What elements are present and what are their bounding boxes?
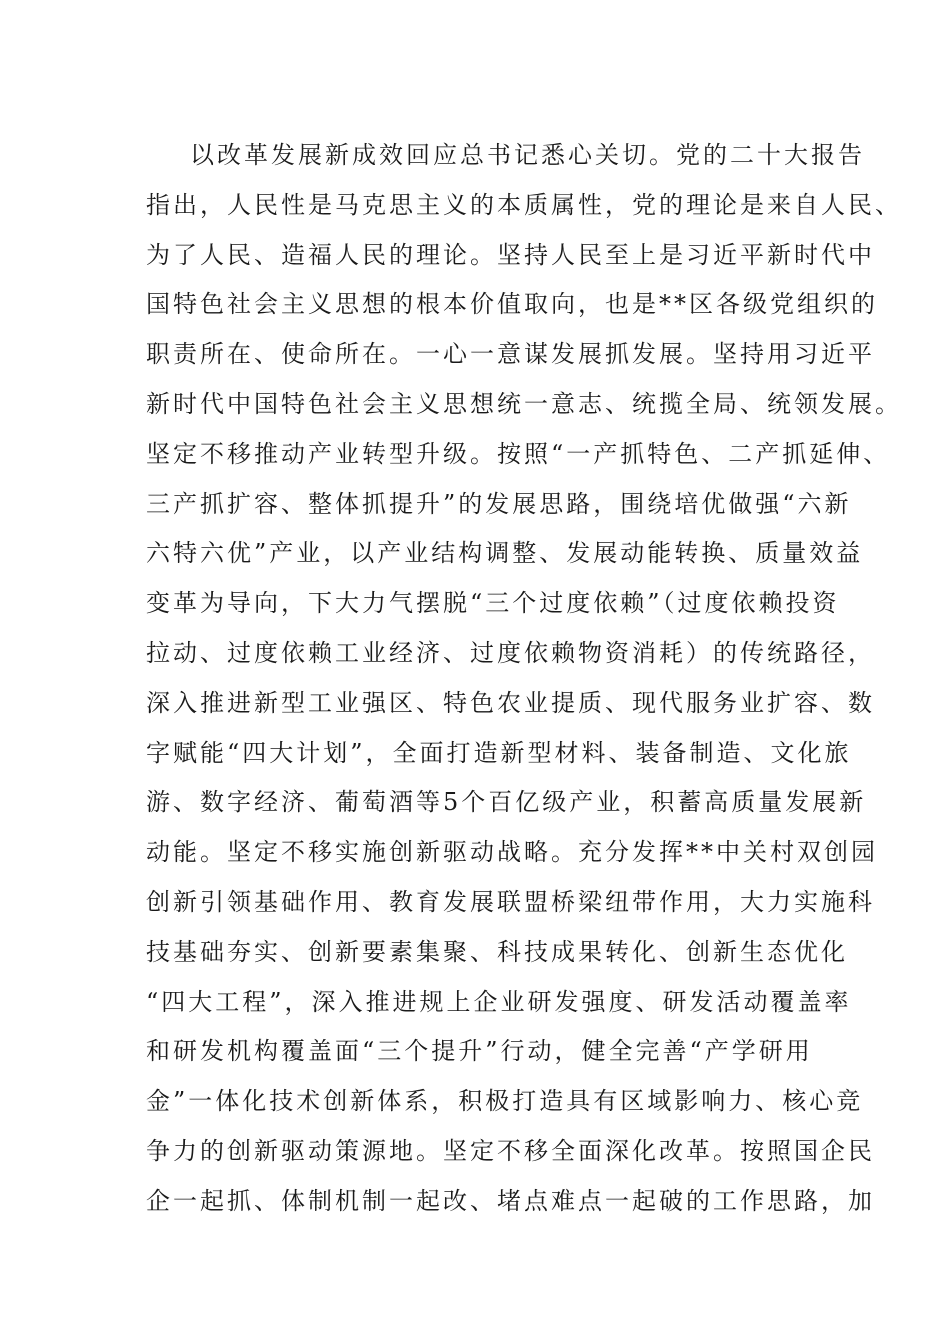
body-paragraph xyxy=(146,131,902,1227)
paragraph-line: 和研发机构覆盖面“三个提升”行动，健全完善“产学研用 xyxy=(146,1037,813,1066)
paragraph-line: 拉动、过度依赖工业经济、过度依赖物资消耗）的传统路径， xyxy=(146,638,875,667)
paragraph-line: 字赋能“四大计划”，全面打造新型材料、装备制造、文化旅 xyxy=(146,738,852,767)
paragraph-line: 国特色社会主义思想的根本价值取向，也是**区各级党组织的 xyxy=(146,290,878,319)
paragraph-line: 技基础夯实、创新要素集聚、科技成果转化、创新生态优化 xyxy=(146,937,848,966)
paragraph-line: 坚定不移推动产业转型升级。按照“一产抓特色、二产抓延伸、 xyxy=(146,439,891,468)
paragraph-line: 以改革发展新成效回应总书记悉心关切。党的二十大报告 xyxy=(190,141,865,169)
paragraph-line: 新时代中国特色社会主义思想统一意志、统揽全局、统领发展。 xyxy=(146,389,902,418)
paragraph-line: “四大工程”，深入推进规上企业研发强度、研发活动覆盖率 xyxy=(146,987,852,1016)
paragraph-line: 游、数字经济、葡萄酒等5个百亿级产业，积蓄高质量发展新 xyxy=(146,788,867,817)
paragraph-line: 金”一体化技术创新体系，积极打造具有区域影响力、核心竞 xyxy=(146,1087,864,1116)
paragraph-line: 变革为导向，下大力气摆脱“三个过度依赖”（过度依赖投资 xyxy=(146,589,840,618)
paragraph-line: 争力的创新驱动策源地。坚定不移全面深化改革。按照国企民 xyxy=(146,1136,875,1165)
paragraph-line: 深入推进新型工业强区、特色农业提质、现代服务业扩容、数 xyxy=(146,688,875,717)
paragraph-line: 指出，人民性是马克思主义的本质属性，党的理论是来自人民、 xyxy=(146,190,902,219)
paragraph-line: 三产抓扩容、整体抓提升”的发展思路，围绕培优做强“六新 xyxy=(146,489,852,518)
paragraph-line: 职责所在、使命所在。一心一意谋发展抓发展。坚持用习近平 xyxy=(146,340,875,369)
paragraph-line: 动能。坚定不移实施创新驱动战略。充分发挥**中关村双创园 xyxy=(146,838,878,867)
paragraph-line: 六特六优”产业，以产业结构调整、发展动能转换、质量效益 xyxy=(146,539,864,568)
paragraph-line: 创新引领基础作用、教育发展联盟桥梁纽带作用，大力实施科 xyxy=(146,887,875,916)
paragraph-line: 为了人民、造福人民的理论。坚持人民至上是习近平新时代中 xyxy=(146,240,875,269)
paragraph-line: 企一起抓、体制机制一起改、堵点难点一起破的工作思路，加 xyxy=(146,1186,875,1215)
